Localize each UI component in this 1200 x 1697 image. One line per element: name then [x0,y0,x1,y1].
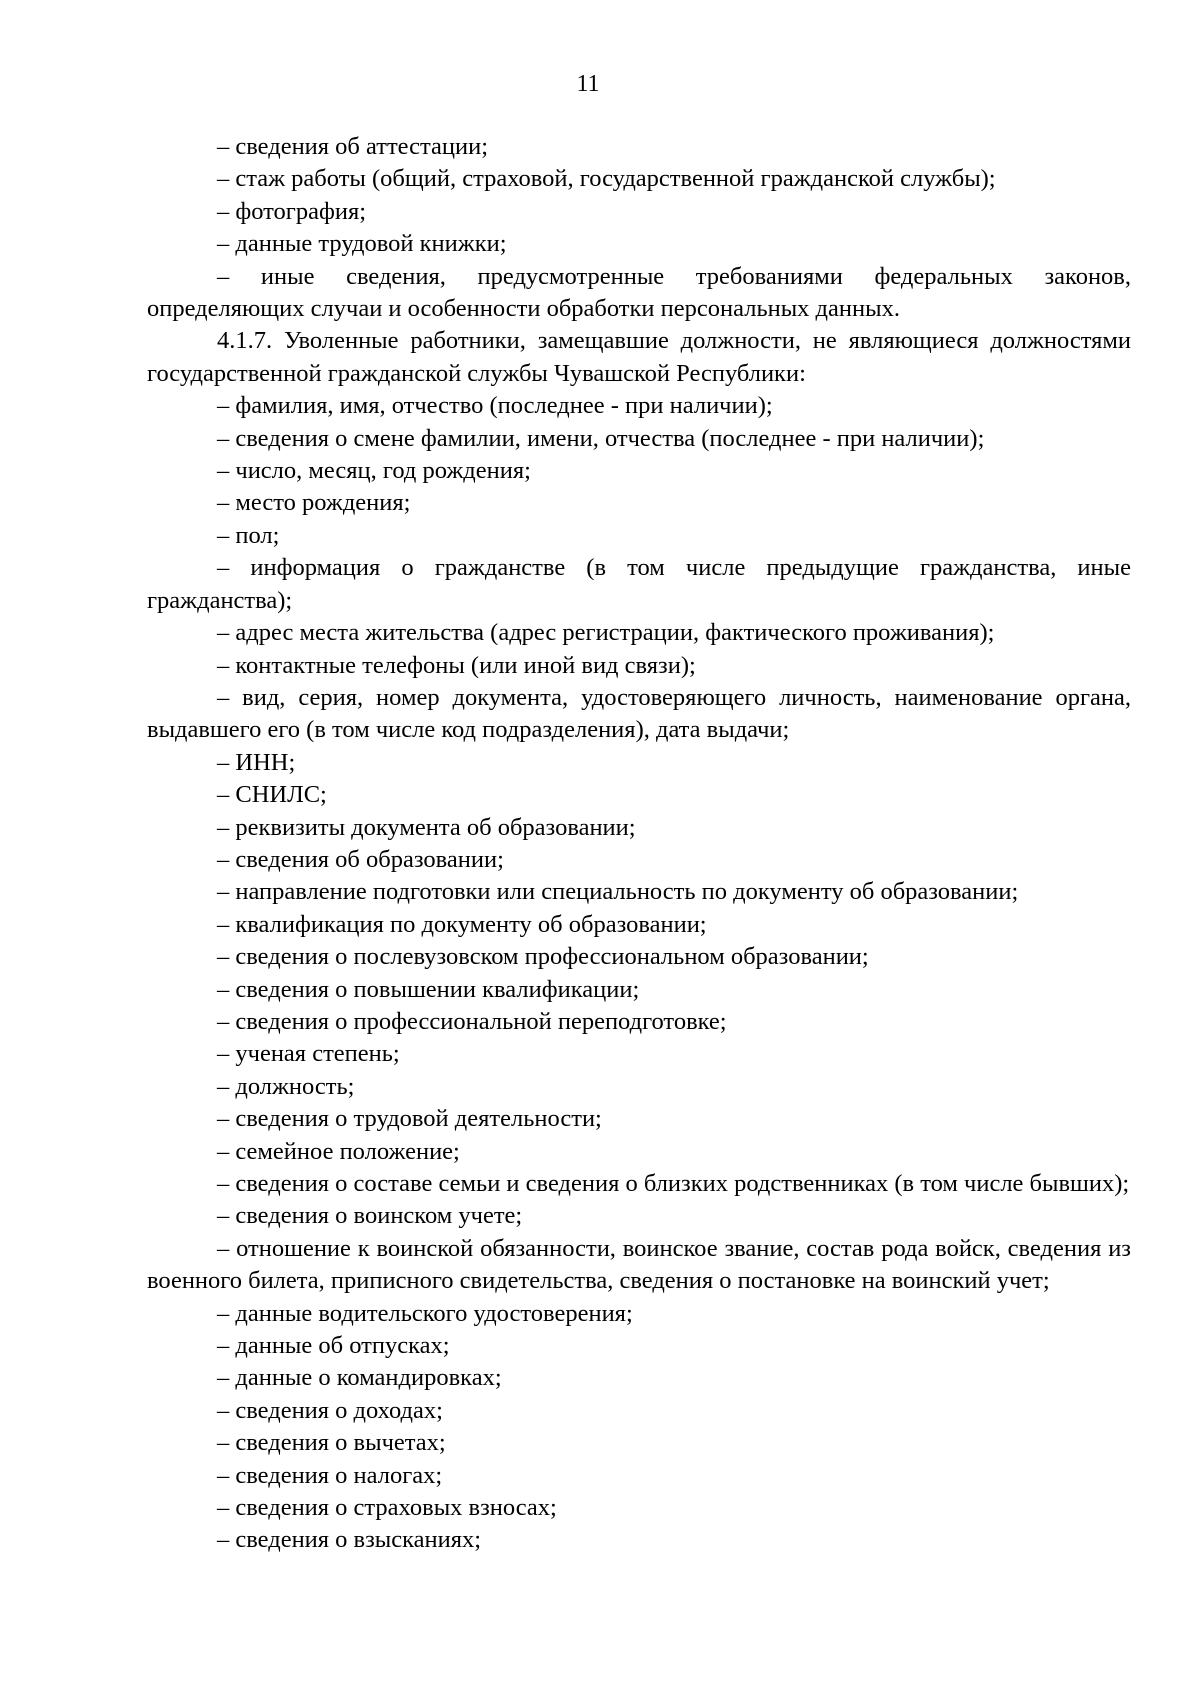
list-item: – пол; [217,521,280,549]
list-item: – должность; [217,1072,355,1100]
list-item: – данные трудовой книжки; [217,230,507,258]
list-item: – сведения о налогах; [217,1461,443,1489]
list-item: – сведения об аттестации; [217,133,489,160]
list-item: – сведения о послевузовском профессиональном образовании; [217,943,869,971]
list-item: – сведения о взысканиях; [217,1526,482,1554]
list-item: – иные сведения, предусмотренные требованиями федеральных законов, определяющих случаи и особенности обработки персональных данных. [147,262,1131,323]
list-item: – сведения об образовании; [217,845,504,873]
list-item: – сведения о страховых взносах; [217,1494,557,1522]
list-item: – ИНН; [217,748,296,776]
list-item: – вид, серия, номер документа, удостоверяющего личность, наименование органа, выдавшего его (в том числе код подразделения), дата выдачи; [147,683,1131,744]
list-item: – сведения о составе семьи и сведения о близких родственниках (в том числе бывших); [217,1170,1130,1197]
list-item: – фотография; [217,197,367,225]
list-item: – СНИЛС; [217,781,327,809]
list-item: – ученая степень; [217,1040,400,1068]
list-item: – семейное положение; [217,1137,460,1165]
list-item: – контактные телефоны (или иной вид связи); [217,651,696,679]
list-item: – данные об отпусках; [217,1332,450,1360]
list-item: – число, месяц, год рождения; [217,457,531,485]
list-item: – реквизиты документа об образовании; [217,813,636,841]
list-item: – стаж работы (общий, страховой, государственной гражданской службы); [217,165,996,193]
page-number: 11 [576,71,600,97]
list-item: – данные о командировках; [217,1364,502,1392]
list-item: – сведения о смене фамилии, имени, отчества (последнее - при наличии); [217,424,985,452]
list-item: – сведения о вычетах; [217,1429,446,1457]
section-heading-paragraph: 4.1.7. Уволенные работники, замещавшие должности, не являющиеся должностями государственной гражданской службы Чувашской Республики: [147,327,1131,387]
list-item: – фамилия, имя, отчество (последнее - при наличии); [217,392,773,420]
list-item: – место рождения; [217,489,411,517]
list-item: – информация о гражданстве (в том числе предыдущие гражданства, иные гражданства); [147,554,1131,614]
list-item: – квалификация по документу об образовании; [217,910,707,938]
list-item: – направление подготовки или специальность по документу об образовании; [217,878,1019,906]
list-item: – отношение к воинской обязанности, воинское звание, состав рода войск, сведения из военного билета, приписного свидетельства, сведения о постановке на воинский учет; [147,1234,1131,1295]
list-item: – адрес места жительства (адрес регистрации, фактического проживания); [217,619,995,647]
list-item: – сведения о доходах; [217,1396,443,1424]
list-item: – сведения о воинском учете; [217,1202,523,1230]
document-body [147,131,1131,1557]
list-item: – сведения о повышении квалификации; [217,975,640,1003]
list-item: – сведения о трудовой деятельности; [217,1105,602,1133]
list-item: – данные водительского удостоверения; [217,1299,633,1327]
list-item: – сведения о профессиональной переподготовке; [217,1007,727,1035]
